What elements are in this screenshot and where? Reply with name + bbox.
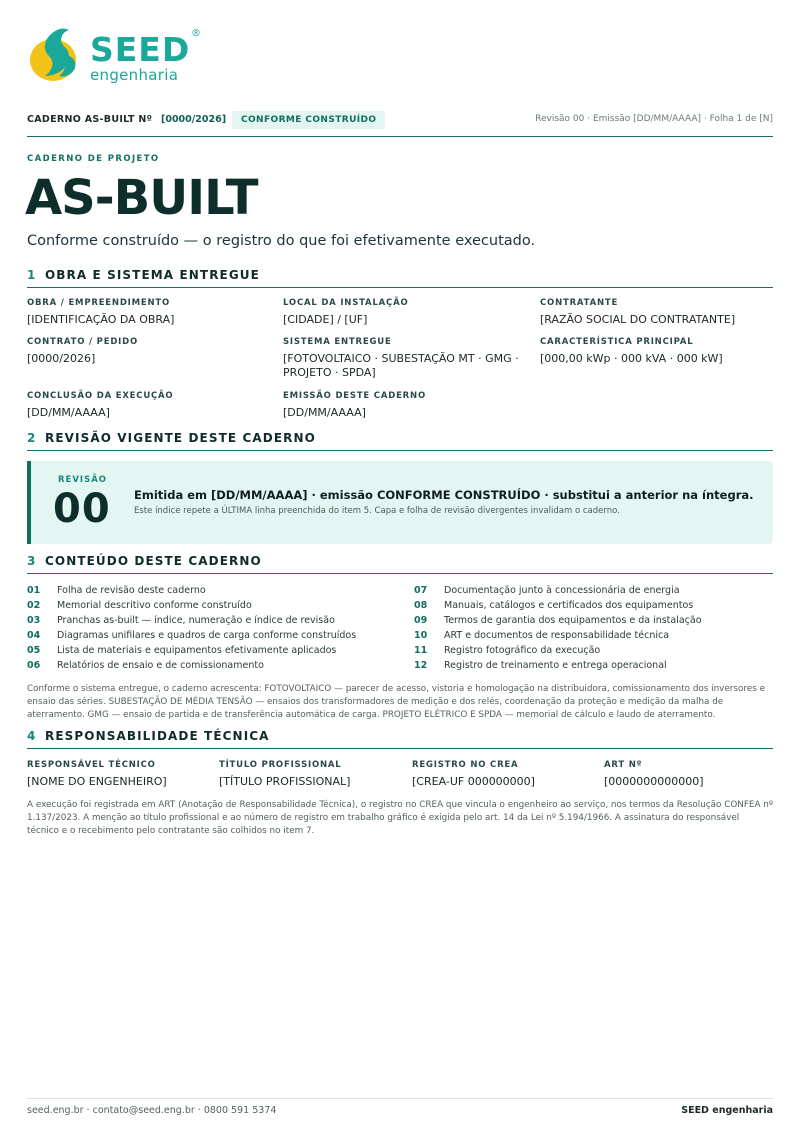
- toc-number: 12: [414, 660, 428, 671]
- field-value: [000,00 kWp · 000 kVA · 000 kW]: [540, 352, 723, 365]
- header-number: [0000/2026]: [161, 114, 227, 125]
- toc-text: Folha de revisão deste caderno: [57, 585, 206, 596]
- status-badge: CONFORME CONSTRUÍDO: [232, 111, 385, 129]
- brand-subname: engenharia: [90, 66, 179, 84]
- toc-text: Lista de materiais e equipamentos efetivamente aplicados: [57, 645, 337, 656]
- field-caracteristica: [540, 337, 773, 366]
- toc-number: 08: [414, 600, 428, 611]
- toc-number: 01: [27, 585, 41, 596]
- header-revision-info: Revisão 00 · Emissão [DD/MM/AAAA] · Folha 1 de [N]: [535, 114, 773, 124]
- footer-contact: seed.eng.br · contato@seed.eng.br · 0800 591 5374: [27, 1105, 277, 1116]
- toc-number: 10: [414, 630, 428, 641]
- field-value: [DD/MM/AAAA]: [27, 406, 110, 419]
- toc-text: Diagramas unifilares e quadros de carga conforme construídos: [57, 630, 357, 641]
- toc-number: 02: [27, 600, 41, 611]
- toc-number: 11: [414, 645, 428, 656]
- section-title: REVISÃO VIGENTE DESTE CADERNO: [45, 431, 316, 445]
- field-conclusao: [27, 391, 267, 420]
- registered-mark: ®: [191, 28, 201, 39]
- field-emissao: [283, 391, 523, 420]
- page-subtitle: Conforme construído — o registro do que foi efetivamente executado.: [27, 233, 536, 249]
- section-1-heading: [27, 268, 773, 288]
- section-title: OBRA E SISTEMA ENTREGUE: [45, 268, 260, 282]
- document-header: [27, 111, 773, 129]
- section-4-paragraph: A execução foi registrada em ART (Anotação de Responsabilidade Técnica), o registro no CREA que vincula o engenheiro ao serviço, nos termos da Resolução CONFEA nº 1.137/2023. A menção ao título profissional e ao número de registro em trabalho gráfico é exigida pelo art. 14 da Lei nº 5.194/1966. A assinatura do responsável técnico e o recebimento pelo contratante são colhidos no item 7.: [27, 800, 774, 836]
- toc-text: Memorial descritivo conforme construído: [57, 600, 252, 611]
- field-value: [CIDADE] / [UF]: [283, 313, 368, 326]
- field-contratante: [540, 298, 773, 327]
- field-local: [283, 298, 523, 327]
- field-label: TÍTULO PROFISSIONAL: [219, 760, 342, 770]
- page-title: AS-BUILT: [25, 170, 258, 226]
- section-number: 1: [27, 268, 36, 282]
- toc-text: ART e documentos de responsabilidade técnica: [444, 630, 670, 641]
- toc-number: 07: [414, 585, 428, 596]
- section-number: 4: [27, 729, 36, 743]
- toc-text: Manuais, catálogos e certificados dos equipamentos: [444, 600, 694, 611]
- footer-divider: [27, 1098, 773, 1099]
- field-value: [FOTOVOLTAICO · SUBESTAÇÃO MT · GMG · PROJETO · SPDA]: [283, 352, 519, 379]
- field-sistema: [283, 337, 523, 380]
- toc-text: Relatórios de ensaio e de comissionamento: [57, 660, 264, 671]
- revision-label: REVISÃO: [58, 475, 108, 485]
- field-label: CONTRATO / PEDIDO: [27, 337, 139, 347]
- field-crea: [412, 760, 592, 789]
- toc-number: 05: [27, 645, 41, 656]
- section-number: 2: [27, 431, 36, 445]
- field-value: [CREA-UF 000000000]: [412, 775, 535, 788]
- toc-text: Termos de garantia dos equipamentos e da instalação: [444, 615, 702, 626]
- field-obra: [27, 298, 267, 327]
- field-responsavel: [27, 760, 207, 789]
- footer-brand: SEED engenharia: [681, 1105, 773, 1116]
- toc-text: Registro fotográfico da execução: [444, 645, 601, 656]
- field-art: [604, 760, 773, 789]
- toc-number: 03: [27, 615, 41, 626]
- revision-number: 00: [53, 486, 111, 532]
- revision-statement: Emitida em [DD/MM/AAAA] · emissão CONFORME CONSTRUÍDO · substitui a anterior na íntegra.: [134, 488, 754, 502]
- field-label: EMISSÃO DESTE CADERNO: [283, 391, 426, 401]
- field-titulo: [219, 760, 399, 789]
- field-label: CONCLUSÃO DA EXECUÇÃO: [27, 391, 174, 401]
- section-title: CONTEÚDO DESTE CADERNO: [45, 554, 262, 568]
- field-label: ART Nº: [604, 760, 643, 770]
- field-value: [TÍTULO PROFISSIONAL]: [219, 775, 351, 788]
- field-label: CARACTERÍSTICA PRINCIPAL: [540, 337, 694, 347]
- section-2-heading: [27, 431, 773, 451]
- toc-number: 06: [27, 660, 41, 671]
- section-title: RESPONSABILIDADE TÉCNICA: [45, 729, 270, 743]
- section-number: 3: [27, 554, 36, 568]
- brand-logo: [27, 26, 227, 86]
- section-3-paragraph: Conforme o sistema entregue, o caderno acrescenta: FOTOVOLTAICO — parecer de acesso, vistoria e homologação na distribuidora, comissionamento dos inversores e ensaio das séries. SUBESTAÇÃO DE MÉDIA TENSÃO — ensaios dos transformadores de medição e dos relés, coordenação da proteção e medição da malha de aterramento. GMG — ensaio de partida e de transferência automática de carga. PROJETO ELÉTRICO E SPDA — memorial de cálculo e laudo de aterramento.: [27, 684, 766, 720]
- toc-text: Pranchas as-built — índice, numeração e índice de revisão: [57, 615, 335, 626]
- field-value: [0000/2026]: [27, 352, 96, 365]
- seed-logo-icon: [27, 26, 83, 84]
- field-label: OBRA / EMPREENDIMENTO: [27, 298, 171, 308]
- document-page: [27, 0, 773, 1132]
- header-divider: [27, 136, 773, 137]
- field-label: LOCAL DA INSTALAÇÃO: [283, 298, 409, 308]
- field-value: [0000000000000]: [604, 775, 704, 788]
- toc-text: Registro de treinamento e entrega operacional: [444, 660, 667, 671]
- field-value: [NOME DO ENGENHEIRO]: [27, 775, 167, 788]
- header-label: CADERNO AS-BUILT Nº: [27, 114, 153, 125]
- field-label: RESPONSÁVEL TÉCNICO: [27, 760, 156, 770]
- revision-callout: [27, 461, 773, 544]
- field-value: [IDENTIFICAÇÃO DA OBRA]: [27, 313, 175, 326]
- field-value: [RAZÃO SOCIAL DO CONTRATANTE]: [540, 313, 736, 326]
- cover-eyebrow: CADERNO DE PROJETO: [27, 154, 160, 164]
- field-label: CONTRATANTE: [540, 298, 619, 308]
- field-label: SISTEMA ENTREGUE: [283, 337, 392, 347]
- section-4-heading: [27, 729, 773, 749]
- toc-text: Documentação junto à concessionária de energia: [444, 585, 680, 596]
- toc-number: 04: [27, 630, 41, 641]
- field-value: [DD/MM/AAAA]: [283, 406, 366, 419]
- field-contrato: [27, 337, 267, 366]
- field-label: REGISTRO NO CREA: [412, 760, 519, 770]
- toc-number: 09: [414, 615, 428, 626]
- section-3-heading: [27, 554, 773, 574]
- revision-note: Este índice repete a ÚLTIMA linha preenchida do item 5. Capa e folha de revisão divergentes invalidam o caderno.: [134, 506, 620, 516]
- brand-name: SEED: [90, 30, 191, 69]
